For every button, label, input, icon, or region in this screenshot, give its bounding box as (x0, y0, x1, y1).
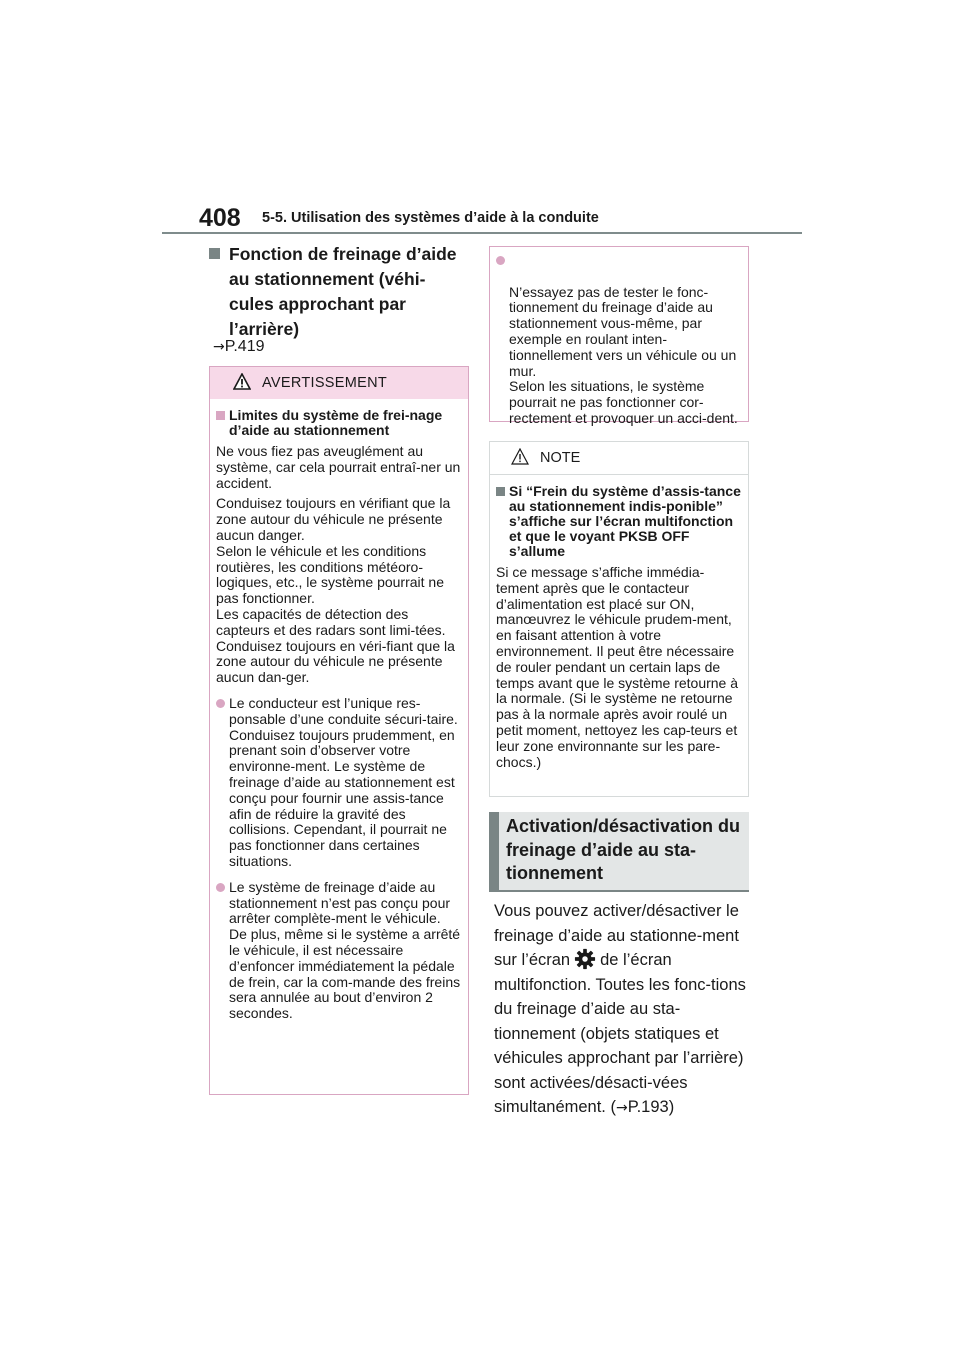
warning-subheading (216, 408, 462, 438)
warning-bullet-2-text: Le système de freinage d’aide au stationnement n’est pas conçu pour arrêter complète-ment le véhicule. De plus, même si le système a arrêté le véhicule, il est nécessaire d’enfoncer immédiatement la pédale de frein, car la com-mande des freins sera annulée au bout d’environ 2 secondes. (229, 878, 461, 1022)
square-bullet-icon (496, 487, 505, 496)
warning-bullet-1 (216, 696, 462, 870)
activation-heading-box (489, 812, 749, 890)
page-reference-text: P.419 (224, 338, 265, 355)
running-title: 5-5. Utilisation des systèmes d’aide à la conduite (262, 210, 599, 226)
header-rule (162, 232, 802, 234)
warning-paragraph-2: Conduisez toujours en vérifiant que la zone autour du véhicule ne présente aucun danger. Selon le véhicule et les conditions routières, les conditions météoro-logiques, etc., le système pourrait ne pas fonctionner. Les capacités de détection des capteurs et des radars sont limi-tées. Conduisez toujours en véri-fiant que la zone autour du véhicule ne présente aucun dan-ger. (216, 495, 455, 686)
warning-bullet-1-text: Le conducteur est l’unique res-ponsable d’une conduite sécuri-taire. Conduisez toujours prudemment, en prenant soin d’observer votre environne-ment. Le système de freinage d’aide au stationnement est conçu pour fournir une assis-tance afin de réduire la gravité des collisions. Cependant, il pourrait ne pas fonctionner dans certaines situations. (229, 694, 458, 869)
warning-icon (233, 373, 251, 390)
page-number: 408 (199, 204, 241, 232)
warning-bullet-3-text: N’essayez pas de tester le fonc-tionnement du freinage d’aide au stationnement vous-même, par exemple en roulant inten-tionnellement vers un véhicule ou un mur. Selon les situations, le système pourrait ne pas fonctionner cor-rectement et provoquer un acci-dent. (509, 283, 738, 426)
activation-page-reference: P.193) (627, 1098, 675, 1116)
warning-paragraph-1: Ne vous fiez pas aveuglément au système, car cela pourrait entraî-ner un accident. (216, 443, 461, 491)
note-paragraph: Si ce message s’affiche immédia-tement après que le contacteur d’alimentation est placé sur ON, manœuvrez le véhicule prudem-ment, en faisant attention à votre environnement. Il peut être nécessaire de rouler pendant un certain laps de temps avant que le système retourne à la normale. (Si le système ne retourne pas à la normale après avoir roulé un petit moment, nettoyez les cap-teurs et leur zone environnante sur les pare-chocs.) (496, 564, 739, 770)
warning-continued-body (490, 247, 748, 427)
arrow-right-icon: → (213, 339, 225, 355)
round-bullet-icon (216, 883, 225, 892)
section-heading-text: Fonction de freinage d’aide au stationnement (véhi-cules approchant par l’arrière) (229, 244, 457, 339)
section-heading (209, 242, 469, 342)
note-body (490, 475, 748, 770)
heading-accent-bar (489, 812, 499, 890)
arrow-right-icon: → (615, 1100, 628, 1116)
note-box (489, 441, 749, 797)
activation-heading: Activation/désactivation du freinage d’aide au sta-tionnement (506, 816, 741, 883)
warning-bullet-3 (496, 253, 742, 427)
note-subheading (496, 484, 742, 559)
activation-body-part1: Vous pouvez activer/désactiver le freinage d’aide au stationne-ment sur l’écran (494, 902, 739, 969)
warning-box (209, 366, 469, 1095)
note-subheading-text: Si “Frein du système d’assis-tance au stationnement indis-ponible” s’affiche sur l’écran multifonction et que le voyant PKSB OFF s’allume (509, 483, 741, 559)
caution-icon (511, 448, 529, 465)
warning-box-continued (489, 246, 749, 426)
gear-icon (574, 948, 596, 970)
warning-body (210, 399, 468, 1022)
heading-underline (489, 890, 749, 892)
warning-label: AVERTISSEMENT (262, 375, 388, 391)
warning-header (210, 367, 468, 399)
square-bullet-icon (209, 248, 220, 259)
note-header (490, 442, 748, 475)
page-reference (213, 338, 264, 356)
round-bullet-icon (216, 699, 225, 708)
activation-body (494, 899, 754, 1121)
activation-body-part2: de l’écran multifonction. Toutes les fonc-tions du freinage d’aide au sta-tionnement (objets statiques et véhicules approchant par l’arrière) sont activées/désacti-vées simultanément. ( (494, 951, 746, 1116)
warning-bullet-2 (216, 880, 462, 1022)
round-bullet-icon (496, 256, 505, 265)
square-bullet-icon (216, 411, 225, 420)
warning-subheading-text: Limites du système de frei-nage d’aide au stationnement (229, 407, 443, 438)
note-label: NOTE (540, 450, 581, 466)
